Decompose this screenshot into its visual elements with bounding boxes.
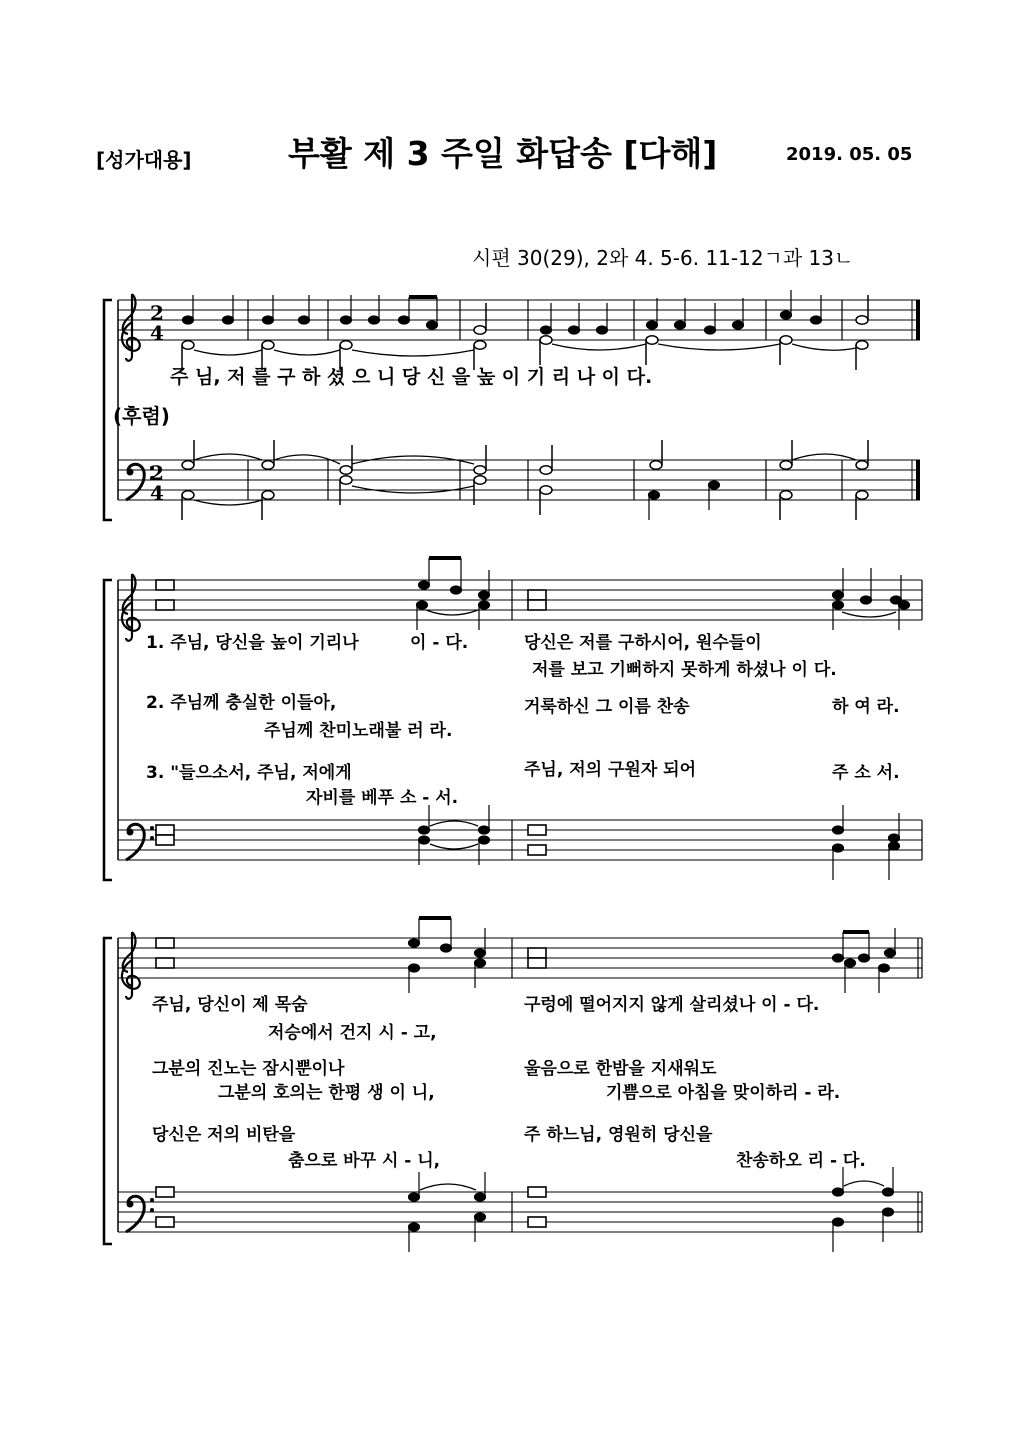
svg-text:4: 4	[150, 481, 164, 505]
verse-1-line-2: 당신은 저를 구하시어, 원수들이	[524, 633, 762, 653]
page-title: 부활 제 3 주일 화답송 [다해]	[288, 134, 718, 173]
verse-3b-line-2: 주 하느님, 영원히 당신을	[524, 1125, 713, 1145]
verse-3b-line-1: 당신은 저의 비탄을	[152, 1125, 296, 1145]
verse-2-line-2-end: 하 여 라.	[832, 697, 900, 717]
verse-2-line-2: 거룩하신 그 이름 찬송	[524, 697, 690, 717]
verse-3b-line-3: 춤으로 바꾸 시 - 니,	[288, 1151, 441, 1171]
verse-2-line-1: 2. 주님께 충실한 이들아,	[146, 693, 337, 713]
verse-1-line-3: 저를 보고 기뻐하지 못하게 하셨나 이 다.	[532, 660, 837, 680]
verse-3-line-1: 3. "들으소서, 주님, 저에게	[146, 763, 352, 783]
verse-1b-line-2: 구렁에 떨어지지 않게 살리셨나 이 - 다.	[524, 995, 820, 1015]
verse-1-line-1: 1. 주님, 당신을 높이 기리나	[146, 633, 359, 653]
svg-text:2: 2	[150, 461, 164, 485]
psalm-reference: 시편 30(29), 2와 4. 5-6. 11-12ㄱ과 13ㄴ	[472, 246, 854, 270]
verse-1-line-1-end: 이 - 다.	[410, 633, 469, 653]
date-label: 2019. 05. 05	[786, 144, 913, 165]
verse-2b-line-4: 기쁨으로 아침을 맞이하리 - 라.	[606, 1083, 841, 1103]
verse-2b-line-1: 그분의 진노는 잠시뿐이나	[152, 1059, 345, 1079]
verse-1b-line-1: 주님, 당신이 제 목숨	[152, 995, 308, 1015]
verse-1b-line-3: 저승에서 건지 시 - 고,	[268, 1023, 437, 1043]
refrain-lyrics: 주 님, 저 를 구 하 셨 으 니 당 신 을 높 이 기 리 나 이 다.	[170, 366, 653, 388]
verse-3-line-2: 주님, 저의 구원자 되어	[524, 760, 697, 780]
verse-2b-line-2: 울음으로 한밤을 지새워도	[524, 1059, 717, 1079]
verse-3b-line-4: 찬송하오 리 - 다.	[736, 1151, 866, 1171]
verse-3-line-3: 자비를 베푸 소 - 서.	[306, 788, 459, 808]
verse-2b-line-3: 그분의 호의는 한평 생 이 니,	[218, 1083, 435, 1103]
system-2	[104, 558, 922, 880]
refrain-label: (후렴)	[113, 404, 170, 428]
svg-text:2: 2	[150, 301, 164, 325]
svg-text:4: 4	[150, 321, 164, 345]
system-1	[104, 290, 920, 520]
verse-3-line-2-end: 주 소 서.	[832, 763, 900, 783]
choir-use-tag: [성가대용]	[96, 148, 192, 172]
verse-2-line-3: 주님께 찬미노래불 러 라.	[264, 721, 453, 741]
